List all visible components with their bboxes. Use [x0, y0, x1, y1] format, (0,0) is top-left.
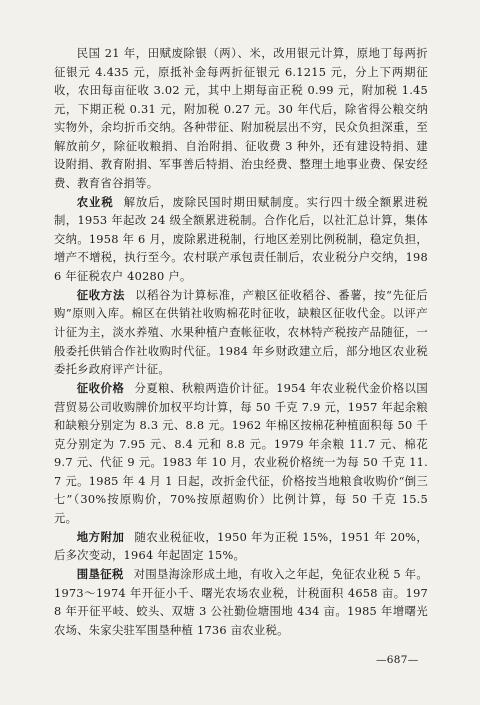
section-heading-collection-method: 征收方法	[76, 287, 126, 302]
paragraph-text: 对围垦海涂形成土地，有收入之年起，免征农业税 5 年。1973～1974 年开征小千、曙光农场农业税，计税面积 4658 亩。1978 年开征平岐、蛟头、双塘 3 公社勤俭塘围地 434 亩。1985 年增曙光农场、朱家尖驻军围垦种植 1736 亩农业税。	[54, 567, 428, 637]
page-number: —687—	[376, 654, 419, 666]
section-heading-reclamation-tax: 围垦征税	[76, 567, 124, 582]
section-heading-agricultural-tax: 农业税	[76, 194, 114, 209]
paragraph-land-tax-history	[54, 44, 428, 192]
paragraph-local-surcharge	[54, 528, 428, 565]
paragraph-text: 随农业税征收，1950 年为正税 15%，1951 年 20%，后多次变动，1964 年起固定 15%。	[54, 529, 428, 563]
section-heading-local-surcharge: 地方附加	[76, 529, 125, 544]
paragraph-collection-method	[54, 286, 428, 379]
paragraph-reclamation-tax	[54, 565, 428, 639]
paragraph-agricultural-tax	[54, 193, 428, 286]
paragraph-text: 以稻谷为计算标准，产粮区征收稻谷、番薯，按“先征后购”原则入库。棉区在供销社收购棉花时征收，缺粮区征收代金。以评产计征为主，淡水养殖、水果种植户查帐征收，农林特产税按产品随征，一般委托供销合作社收购时代征。1984 年乡财政建立后，部分地区农业税委托乡政府评产计征。	[54, 287, 428, 377]
paragraph-text: 分夏粮、秋粮两造价计征。1954 年农业税代金价格以国营贸易公司收购牌价加权平均计算，每 50 千克 7.9 元，1957 年起余粮和缺粮分别定为 8.3 元、8.8 元。1962 年棉区按棉花种植面积每 50 千克分别定为 7.95 元、8.4 元和 8.8 元。1979 年余粮 11.7 元、棉花 9.7 元、代征 9 元。1983 年 10 月，农业税价格统一为每 50 千克 11.7 元。1985 年 4 月 1 日起，改折金代征，价格按当地粮食收购价“倒三七”（30%按原购价，70%按原超购价）比例计算，每 50 千克 15.5 元。	[54, 381, 428, 525]
paragraph-collection-price	[54, 379, 428, 527]
paragraph-text: 解放后，废除民国时期田赋制度。实行四十级全额累进税制，1953 年起改 24 级全额累进税制。合作化后，以社汇总计算，集体交纳。1958 年 6 月，废除累进税制，行地区差别比例税制，稳定负担，增产不增税，执行至今。农村联产承包责任制后，农业税分户交纳，1986 年征税农户 40280 户。	[54, 194, 429, 283]
paragraph-text: 民国 21 年，田赋废除银（两）、米，改用银元计算，原地丁每两折征银元 4.435 元，原抵补金每两折征银元 6.1215 元，分上下两期征收，农田每亩征收 3.02 元，其中上期每亩正税 0.99 元，附加税 1.45 元，下期正税 0.31 元，附加税 0.27 元。30 年代后，除省得公粮交纳实物外，余均折币交纳。各种带征、附加税层出不穷，民众负担深重，至解放前夕，除征收粮捐、自治附捐、征收费 3 种外，还有建设特捐、建设附捐、教育附捐、军事善后特捐、治虫经费、整理土地事业费、保安经费、教育省谷捐等。	[54, 46, 428, 190]
section-heading-collection-price: 征收价格	[76, 381, 125, 396]
